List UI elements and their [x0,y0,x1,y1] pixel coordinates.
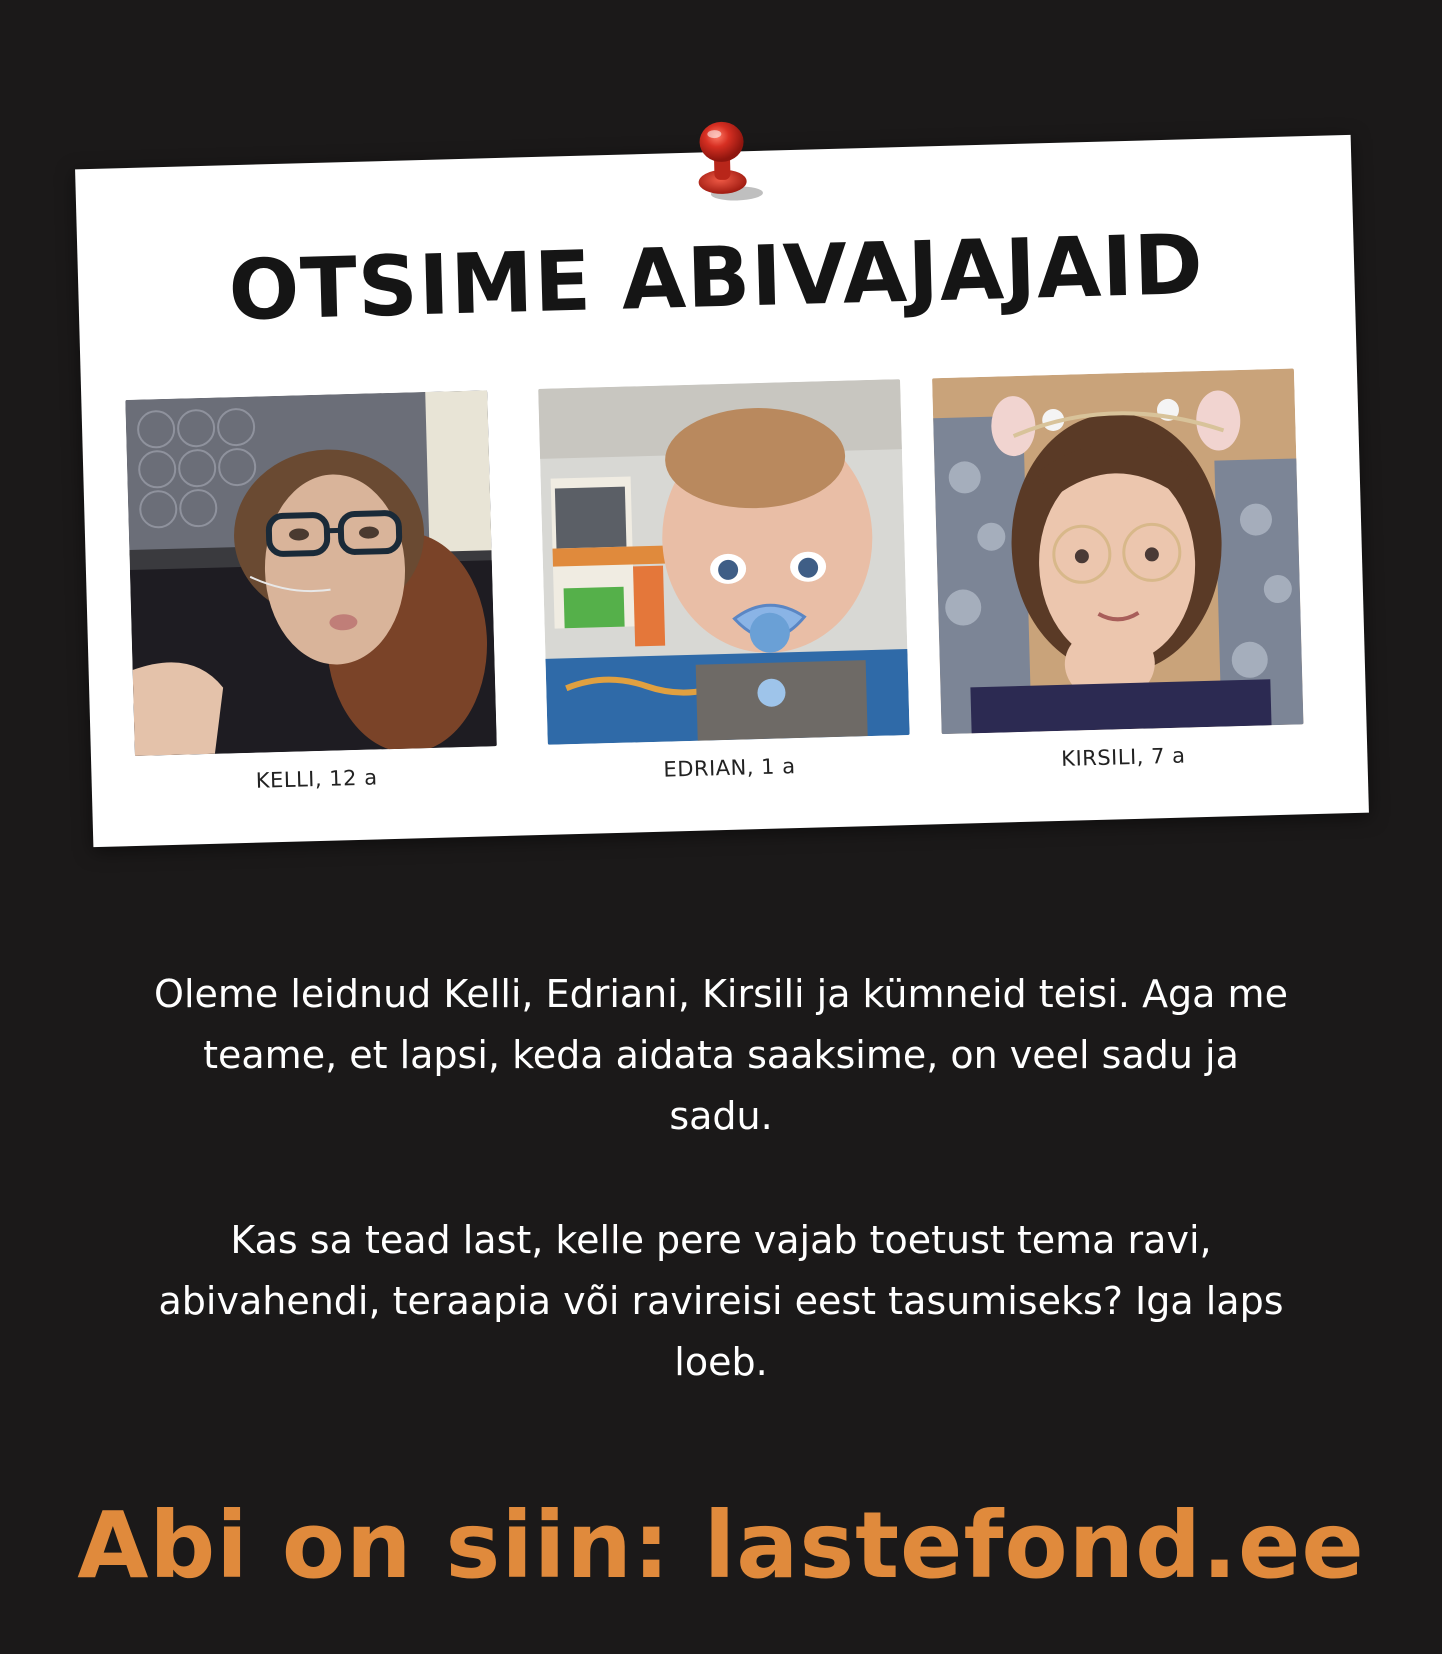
photo-kelli [125,390,496,756]
photo-kirsili [932,368,1303,734]
caption-kirsili: KIRSILI, 7 a [1060,743,1186,771]
paragraph-call-to-help: Kas sa tead last, kelle pere vajab toetust tema ravi, abivahendi, teraapia või ravireisi eest tasumiseks? Iga laps loeb. [158,1218,1284,1384]
headline: OTSIME ABIVAJAJAID [227,215,1205,340]
notice-poster [75,135,1369,847]
caption-edrian: EDRIAN, 1 a [663,754,796,782]
caption-kelli: KELLI, 12 a [255,765,378,793]
photo-edrian [538,379,909,745]
child-card-kelli [125,390,498,796]
child-card-edrian [538,379,911,785]
pushpin-icon [683,117,765,209]
child-card-kirsili [932,368,1305,774]
cta-lastefond-link[interactable]: Abi on siin: lastefond.ee [77,1492,1365,1599]
paragraph-found-children: Oleme leidnud Kelli, Edriani, Kirsili ja kümneid teisi. Aga me teame, et lapsi, keda aidata saaksime, on veel sadu ja sadu. [154,972,1288,1138]
